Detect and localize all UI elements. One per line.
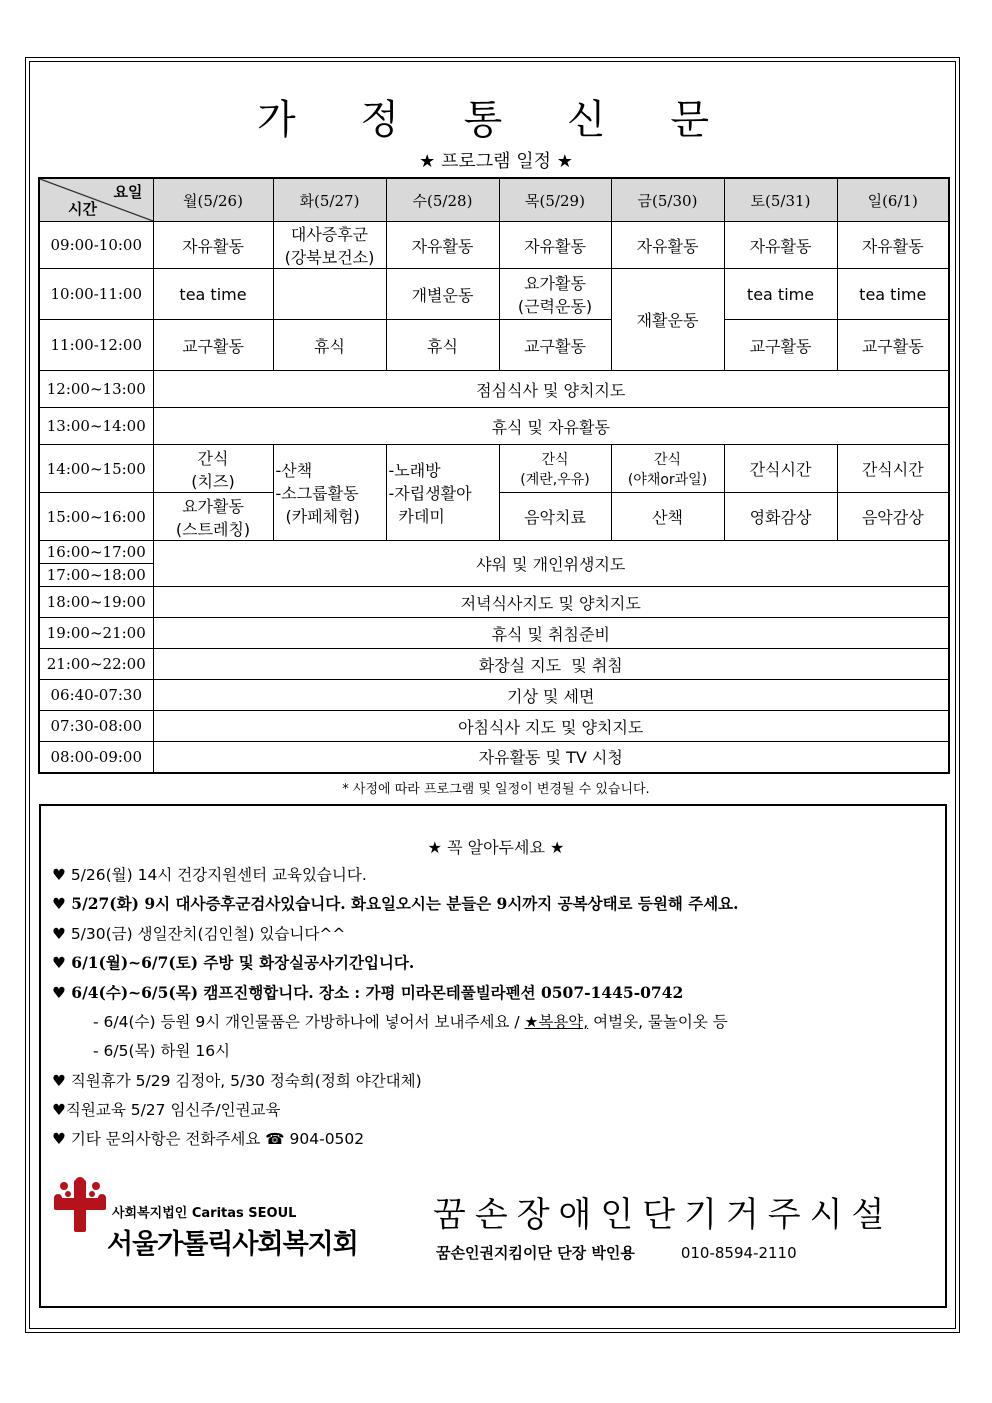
time-cell: 07:30-08:00: [39, 711, 153, 742]
schedule-row: [39, 680, 949, 711]
activity-cell: tea time: [837, 269, 949, 320]
schedule-row: [39, 742, 949, 773]
activity-line: (스트레칭): [175, 519, 251, 539]
phone-number: 010-8594-2110: [680, 1244, 797, 1262]
activity-cell: 자유활동: [499, 222, 611, 269]
activity-cell: 음악치료: [499, 493, 611, 541]
time-cell: 10:00-11:00: [39, 269, 153, 320]
time-cell: 19:00~21:00: [39, 618, 153, 649]
activity-line: (근력운동): [517, 297, 593, 316]
activity-cell: 화장실 지도 및 취침: [153, 649, 949, 680]
activity-cell: 간식시간: [837, 445, 949, 493]
logo-name: 서울가톨릭사회복지회: [107, 1229, 358, 1260]
activity-cell: [273, 445, 386, 541]
header-row: [39, 178, 949, 222]
activity-cell: 교구활동: [724, 320, 837, 371]
activity-cell: 개별운동: [386, 269, 499, 320]
day-header: 월(5/26): [153, 178, 273, 222]
activity-line: -산책: [275, 461, 313, 480]
activity-cell: [499, 269, 611, 320]
activity-cell: 자유활동: [837, 222, 949, 269]
schedule-row: [39, 269, 949, 320]
activity-cell: 휴식: [386, 320, 499, 371]
schedule-note: * 사정에 따라 프로그램 및 일정이 변경될 수 있습니다.: [342, 782, 650, 797]
activity-line: 요가활동: [524, 274, 586, 293]
time-cell: 18:00~19:00: [39, 587, 153, 618]
schedule-row: [39, 445, 949, 493]
notice-subitem: [93, 1010, 728, 1032]
activity-line: 요가활동: [182, 496, 244, 516]
activity-line: 간식: [541, 451, 569, 468]
activity-cell: 음악감상: [837, 493, 949, 541]
activity-line: 대사증후군: [290, 225, 369, 244]
activity-line: (치즈): [191, 471, 235, 491]
activity-line: 카데미: [398, 507, 445, 526]
notice-item: ♥ 직원휴가 5/29 김정아, 5/30 정숙희(정희 야간대체): [52, 1072, 422, 1090]
time-label: 시간: [68, 200, 97, 218]
activity-cell: 점심식사 및 양치지도: [153, 371, 949, 408]
notice-subitem: - 6/5(목) 하원 16시: [93, 1042, 231, 1060]
time-cell: 17:00~18:00: [39, 564, 153, 587]
notice-title: ★ 꼭 알아두세요 ★: [427, 838, 565, 857]
notice-item: ♥직원교육 5/27 임신주/인권교육: [52, 1101, 281, 1119]
corner-cell: [39, 178, 153, 222]
activity-cell: 자유활동: [153, 222, 273, 269]
schedule-row: [39, 371, 949, 408]
activity-line: 간식: [197, 448, 229, 468]
activity-line: (카페체험): [285, 507, 360, 526]
activity-cell: 기상 및 세면: [153, 680, 949, 711]
activity-cell: 휴식 및 자유활동: [153, 408, 949, 445]
activity-line: 간식: [653, 451, 682, 468]
activity-cell: [273, 269, 386, 320]
schedule-row: [39, 587, 949, 618]
schedule-table: [38, 177, 950, 774]
activity-cell: tea time: [153, 269, 273, 320]
activity-cell: 휴식: [273, 320, 386, 371]
activity-cell: 재활운동: [611, 269, 724, 371]
activity-cell: 자유활동: [386, 222, 499, 269]
logo-subtitle: 사회복지법인 Caritas SEOUL: [112, 1206, 297, 1221]
activity-cell: [153, 445, 273, 493]
notice-item: ♥ 5/27(화) 9시 대사증후군검사있습니다. 화요일오시는 분들은 9시까지 공복상태로 등원해 주세요.: [52, 894, 739, 913]
notice-item: ♥ 5/26(월) 14시 건강지원센터 교육있습니다.: [52, 866, 367, 884]
day-header: 금(5/30): [611, 178, 724, 222]
activity-cell: [499, 445, 611, 493]
notice-text: 여벌옷, 물놀이옷 등: [588, 1013, 728, 1031]
day-label: 요일: [113, 183, 143, 201]
notice-item: ♥ 6/1(월)~6/7(토) 주방 및 화장실공사기간입니다.: [52, 953, 415, 972]
activity-cell: [611, 445, 724, 493]
schedule-row: [39, 649, 949, 680]
day-header: 일(6/1): [837, 178, 949, 222]
activity-cell: tea time: [724, 269, 837, 320]
notice-item: ♥ 6/4(수)~6/5(목) 캠프진행합니다. 장소 : 가평 미라몬테풀빌라펜션 0507-1445-0742: [52, 983, 684, 1002]
activity-cell: 교구활동: [153, 320, 273, 371]
time-cell: 06:40-07:30: [39, 680, 153, 711]
page-title: 가 정 통 신 문: [256, 97, 736, 143]
activity-cell: 아침식사 지도 및 양치지도: [153, 711, 949, 742]
notice-item: ♥ 기타 문의사항은 전화주세요 ☎ 904-0502: [52, 1130, 365, 1148]
schedule-row: [39, 541, 949, 564]
activity-line: -노래방: [388, 461, 441, 480]
activity-cell: 교구활동: [837, 320, 949, 371]
leader-name: 꿈손인권지킴이단 단장 박인용: [436, 1244, 635, 1262]
day-header: 수(5/28): [386, 178, 499, 222]
activity-cell: 영화감상: [724, 493, 837, 541]
activity-cell: 간식시간: [724, 445, 837, 493]
activity-line: -자립생활아: [388, 484, 472, 503]
time-cell: 08:00-09:00: [39, 742, 153, 773]
activity-cell: [386, 445, 499, 541]
time-cell: 11:00-12:00: [39, 320, 153, 371]
activity-line: (계란,우유): [520, 471, 590, 488]
contact-line: [436, 1242, 797, 1263]
caritas-logo-icon: [50, 1176, 110, 1236]
activity-cell: 산책: [611, 493, 724, 541]
activity-cell: 샤워 및 개인위생지도: [153, 541, 949, 587]
time-cell: 15:00~16:00: [39, 493, 153, 541]
notice-item: ♥ 5/30(금) 생일잔치(김인철) 있습니다^^: [52, 925, 346, 943]
schedule-subtitle: ★ 프로그램 일정 ★: [419, 151, 573, 172]
time-cell: 16:00~17:00: [39, 541, 153, 564]
activity-cell: 자유활동 및 TV 시청: [153, 742, 949, 773]
time-cell: 14:00~15:00: [39, 445, 153, 493]
schedule-row: [39, 711, 949, 742]
activity-cell: 자유활동: [724, 222, 837, 269]
schedule-row: [39, 320, 949, 371]
schedule-row: [39, 222, 949, 269]
activity-line: (야채or과일): [627, 471, 708, 488]
notice-underlined: ★복용약,: [524, 1013, 589, 1031]
facility-name: 꿈손장애인단기거주시설: [433, 1195, 894, 1235]
activity-cell: 저녁식사지도 및 양치지도: [153, 587, 949, 618]
day-header: 토(5/31): [724, 178, 837, 222]
schedule-row: [39, 408, 949, 445]
activity-cell: 교구활동: [499, 320, 611, 371]
activity-cell: [273, 222, 386, 269]
time-cell: 12:00~13:00: [39, 371, 153, 408]
activity-line: -소그룹활동: [275, 484, 359, 503]
time-cell: 09:00-10:00: [39, 222, 153, 269]
time-cell: 13:00~14:00: [39, 408, 153, 445]
activity-line: (강북보건소): [284, 248, 375, 267]
day-header: 목(5/29): [499, 178, 611, 222]
day-header: 화(5/27): [273, 178, 386, 222]
activity-cell: 휴식 및 취침준비: [153, 618, 949, 649]
time-cell: 21:00~22:00: [39, 649, 153, 680]
schedule-row: [39, 618, 949, 649]
activity-cell: [153, 493, 273, 541]
activity-cell: 자유활동: [611, 222, 724, 269]
notice-text: - 6/4(수) 등원 9시 개인물품은 가방하나에 넣어서 보내주세요 /: [93, 1013, 525, 1031]
